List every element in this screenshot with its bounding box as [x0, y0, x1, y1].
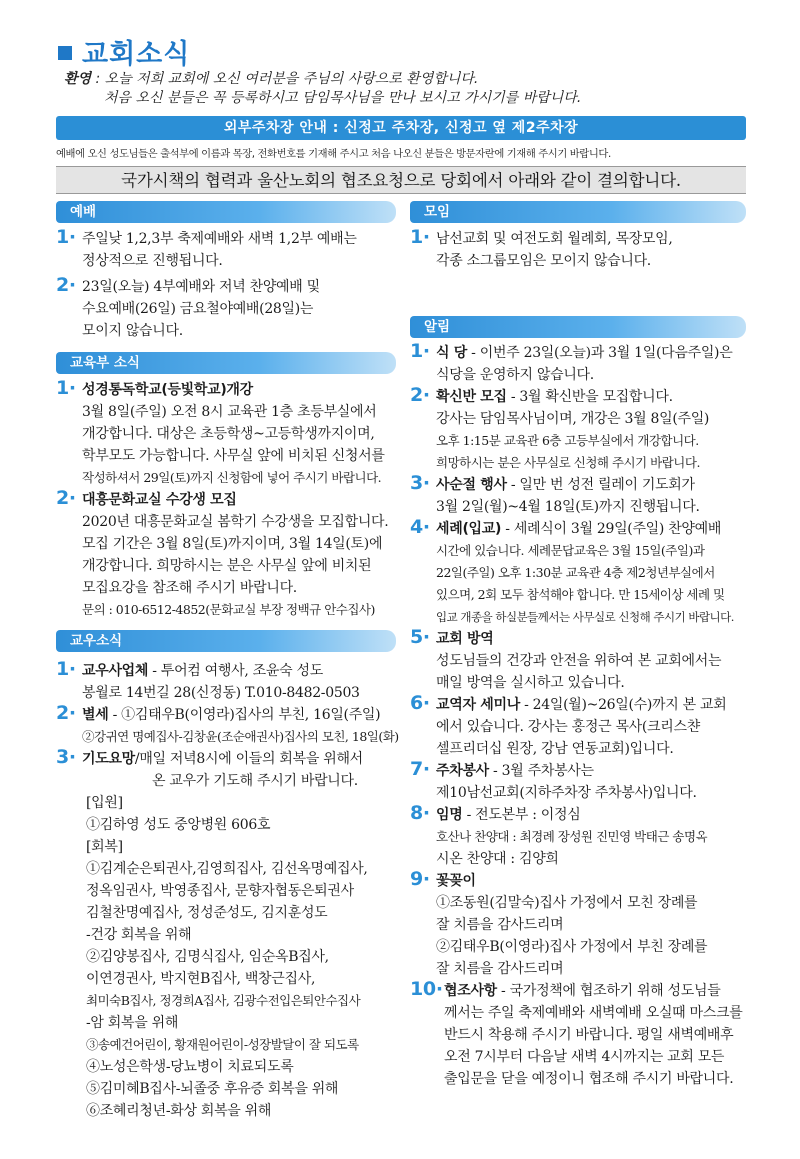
recovery-label: [회복] [86, 839, 123, 855]
item-line: 잘 치름을 감사드리며 [436, 917, 564, 933]
item-line: 시간에 있습니다. 세례문답교육은 3월 15일(주일)과 [436, 543, 705, 558]
item-number: 2· [56, 274, 76, 296]
item-heading: 식 당 [436, 345, 468, 361]
recovery-entry: ③송예건어린이, 황재원어린이-성장발달이 잘 되도록 [86, 1037, 359, 1052]
item-line: 있으며, 2회 모두 참석해야 합니다. 만 15세이상 세례 및 [436, 587, 725, 602]
item-line: 출입문을 닫을 예정이니 협조해 주시기 바랍니다. [444, 1071, 734, 1087]
item-line: 희망하시는 분은 사무실로 신청해 주시기 바랍니다. [436, 455, 700, 470]
item-number: 1· [56, 226, 76, 248]
item-line: 2020년 대흥문화교실 봄학기 수강생을 모집합니다. [82, 514, 389, 530]
item-number: 1· [410, 340, 430, 362]
item-line: 입교 개종을 하실분들께서는 사무실로 신청해 주시기 바랍니다. [436, 610, 734, 624]
recovery-entry: ②김양봉집사, 김명식집사, 임순옥B집사, [86, 949, 329, 965]
item-line: 반드시 착용해 주시기 바랍니다. 평일 새벽예배후 [444, 1027, 734, 1043]
list-item [56, 276, 401, 342]
recovery-entry: 최미숙B집사, 정경희A집사, 김광수전입은퇴안수집사 [86, 993, 361, 1008]
hospital-entry: ①김하영 성도 중앙병원 606호 [86, 817, 271, 833]
item-line: 작성하셔서 29일(토)까지 신청함에 넣어 주시기 바랍니다. [82, 470, 382, 485]
list-item [410, 760, 758, 804]
item-heading: 대흥문화교실 수강생 모집 [82, 492, 237, 508]
list-item [410, 980, 758, 1090]
item-number: 4· [410, 516, 430, 538]
item-line: 강사는 담임목사님이며, 개강은 3월 8일(주일) [436, 411, 710, 427]
item-line: ②김태우B(이영라)집사 가정에서 부친 장례를 [436, 939, 708, 955]
item-line: 수요예배(26일) 금요철야예배(28일)는 [82, 301, 314, 317]
item-heading: 임명 [436, 807, 463, 823]
item-heading: 별세 [82, 707, 109, 723]
item-line: 학부모도 가능합니다. 사무실 앞에 비치된 신청서를 [82, 448, 385, 464]
recovery-entry: ④노성은학생-당뇨병이 치료되도록 [86, 1059, 294, 1075]
item-text: - 국가정책에 협조하기 위해 성도님들 [496, 983, 721, 999]
item-number: 5· [410, 626, 430, 648]
welcome-line-1: : 오늘 저희 교회에 오신 여러분을 주님의 사랑으로 환영합니다. [91, 71, 479, 87]
section-header-education: 교육부 소식 [56, 352, 396, 374]
item-number: 2· [410, 384, 430, 406]
item-text: - 일만 번 성전 릴레이 기도회가 [506, 477, 695, 493]
list-item [410, 518, 758, 628]
resolution-banner: 국가시책의 협력과 울산노회의 협조요청으로 당회에서 아래와 같이 결의합니다. [56, 166, 746, 194]
item-line: ②강귀연 명예집사-김창윤(조순애권사)집사의 모친, 18일(화) [82, 729, 399, 744]
item-heading: 사순절 행사 [436, 477, 507, 493]
item-number: 3· [56, 746, 76, 768]
item-line: 각종 소그룹모임은 모이지 않습니다. [436, 253, 651, 269]
item-number: 3· [410, 472, 430, 494]
item-text: - 24일(월)~26일(수)까지 본 교회 [519, 697, 727, 713]
item-line: 식당을 운영하지 않습니다. [436, 367, 594, 383]
worship-section [56, 228, 401, 342]
item-text: - 3월 확신반을 모집합니다. [506, 389, 673, 405]
item-line: 정상적으로 진행됩니다. [82, 253, 223, 269]
item-line: 매일 방역을 실시하고 있습니다. [436, 675, 625, 691]
item-line: ①조동원(김말숙)집사 가정에서 모친 장례를 [436, 895, 698, 911]
recovery-entry: ①김계순은퇴권사,김영희집사, 김선옥명예집사, [86, 861, 368, 877]
item-line: 봉월로 14번길 28(신정동) T.010-8482-0503 [82, 685, 360, 701]
item-heading: 꽃꽂이 [436, 873, 476, 889]
item-text: - 전도본부 : 이정심 [462, 807, 581, 823]
item-heading: 협조사항 [444, 983, 497, 999]
section-header-meeting: 모임 [410, 201, 746, 223]
item-number: 1· [410, 226, 430, 248]
recovery-entry: 이연경권사, 박지현B집사, 백창근집사, [86, 971, 316, 987]
item-line: 22일(주일) 오후 1:30분 교육관 4층 제2청년부실에서 [436, 565, 715, 580]
item-text: - ①김태우B(이영라)집사의 부친, 16일(주일) [108, 707, 381, 723]
item-number: 9· [410, 868, 430, 890]
item-line: 문의 : 010-6512-4852(문화교실 부장 정백규 안수집사) [82, 602, 375, 617]
list-item [410, 474, 758, 518]
list-item [56, 660, 401, 704]
item-heading: 세례(입교) [436, 521, 502, 537]
recovery-entry: -암 회복을 위해 [86, 1015, 179, 1031]
list-item [56, 379, 401, 489]
item-heading: 기도요망 [82, 751, 135, 767]
item-heading: 교회 방역 [436, 631, 494, 647]
recovery-entry: -건강 회복을 위해 [86, 927, 192, 943]
list-item [410, 694, 758, 760]
list-item [56, 704, 401, 748]
list-item [56, 748, 401, 1122]
parking-banner: 외부주차장 안내 : 신정고 주차장, 신정고 옆 제2주차장 [56, 116, 746, 140]
item-number: 6· [410, 692, 430, 714]
item-number: 1· [56, 377, 76, 399]
recovery-entry: ⑥조혜리청년-화상 회복을 위해 [86, 1103, 272, 1119]
item-line: 3월 2일(월)~4월 18일(토)까지 진행됩니다. [436, 499, 700, 515]
list-item [410, 870, 758, 980]
item-line: 온 교우가 기도해 주시기 바랍니다. [152, 773, 358, 789]
list-item [56, 228, 401, 272]
list-item [410, 628, 758, 694]
list-item [56, 489, 401, 621]
item-number: 2· [56, 487, 76, 509]
section-header-notices: 알림 [410, 316, 746, 338]
item-heading: 교우사업체 [82, 663, 149, 679]
recovery-entry: ⑤김미혜B집사-뇌졸중 후유증 회복을 위해 [86, 1081, 339, 1097]
item-line: 시온 찬양대 : 김양희 [436, 851, 559, 867]
item-heading: 성경통독학교(등빛학교)개강 [82, 382, 253, 398]
notices-section [410, 342, 758, 1090]
item-line: 모집 기간은 3월 8일(토)까지이며, 3월 14일(토)에 [82, 536, 383, 552]
welcome-label: 환영 [64, 71, 92, 87]
item-line: 호산나 찬양대 : 최경례 장성원 진민영 박태근 송명옥 [436, 829, 708, 844]
item-text: - 세례식이 3월 29일(주일) 찬양예배 [501, 521, 722, 537]
item-line: 성도님들의 건강과 안전을 위하여 본 교회에서는 [436, 653, 722, 669]
item-text: - 3월 주차봉사는 [488, 763, 594, 779]
item-line: 오후 1:15분 교육관 6층 고등부실에서 개강합니다. [436, 433, 699, 448]
recovery-entry: 정옥임권사, 박영종집사, 문향자협동은퇴권사 [86, 883, 354, 899]
meeting-section [410, 228, 755, 272]
square-bullet-icon [58, 46, 72, 60]
item-line: 제10남선교회(지하주차장 주차봉사)입니다. [436, 785, 697, 801]
list-item [410, 386, 758, 474]
item-line: 개강합니다. 대상은 초등학생~고등학생까지이며, [82, 426, 375, 442]
attendance-notice: 예배에 오신 성도님들은 출석부에 이름과 목장, 전화번호를 기재해 주시고 처음 나오신 분들은 방문자란에 기재해 주시기 바랍니다. [56, 148, 611, 160]
item-heading: 주차봉사 [436, 763, 489, 779]
education-section [56, 379, 401, 621]
section-header-members: 교우소식 [56, 630, 396, 652]
item-line: 3월 8일(주일) 오전 8시 교육관 1층 초등부실에서 [82, 404, 377, 420]
item-number: 7· [410, 758, 430, 780]
item-heading: 교역자 세미나 [436, 697, 520, 713]
list-item [410, 804, 758, 870]
item-number: 10· [410, 978, 443, 1000]
item-heading: 확신반 모집 [436, 389, 507, 405]
item-line: 셀프리더십 원장, 강남 연동교회)입니다. [436, 741, 674, 757]
item-number: 8· [410, 802, 430, 824]
item-line: 잘 치름을 감사드리며 [436, 961, 564, 977]
item-line: 개강합니다. 희망하시는 분은 사무실 앞에 비치된 [82, 558, 372, 574]
page-title: 교회소식 [82, 38, 191, 70]
item-line: 오전 7시부터 다음날 새벽 4시까지는 교회 모든 [444, 1049, 725, 1065]
item-line: 주일낮 1,2,3부 축제예배와 새벽 1,2부 예배는 [82, 231, 357, 247]
welcome-line-2: 처음 오신 분들은 꼭 등록하시고 담임목사님을 만나 보시고 가시기를 바랍니다. [104, 90, 582, 106]
item-text: - 이번주 23일(오늘)과 3월 1일(다음주일)은 [467, 345, 733, 361]
item-text: /매일 저녁8시에 이들의 회복을 위해서 [134, 751, 363, 767]
welcome-message [64, 70, 764, 108]
recovery-entry: 김철찬명예집사, 정성준성도, 김지훈성도 [86, 905, 328, 921]
item-line: 께서는 주일 축제예배와 새벽예배 오실때 마스크를 [444, 1005, 743, 1021]
list-item [410, 342, 758, 386]
item-line: 모집요강을 참조해 주시기 바랍니다. [82, 580, 297, 596]
members-section [56, 660, 401, 1122]
item-number: 1· [56, 658, 76, 680]
item-line: 남선교회 및 여전도회 월례회, 목장모임, [436, 231, 673, 247]
section-header-worship: 예배 [56, 201, 396, 223]
list-item [410, 228, 755, 272]
item-number: 2· [56, 702, 76, 724]
item-line: 에서 있습니다. 강사는 홍정근 목사(크리스챤 [436, 719, 700, 735]
item-line: 모이지 않습니다. [82, 323, 183, 339]
item-line: 23일(오늘) 4부예배와 저녁 찬양예배 및 [82, 279, 320, 295]
hospital-label: [입원] [86, 795, 123, 811]
item-text: - 투어컴 여행사, 조윤숙 성도 [148, 663, 323, 679]
page-title-row [58, 34, 190, 68]
